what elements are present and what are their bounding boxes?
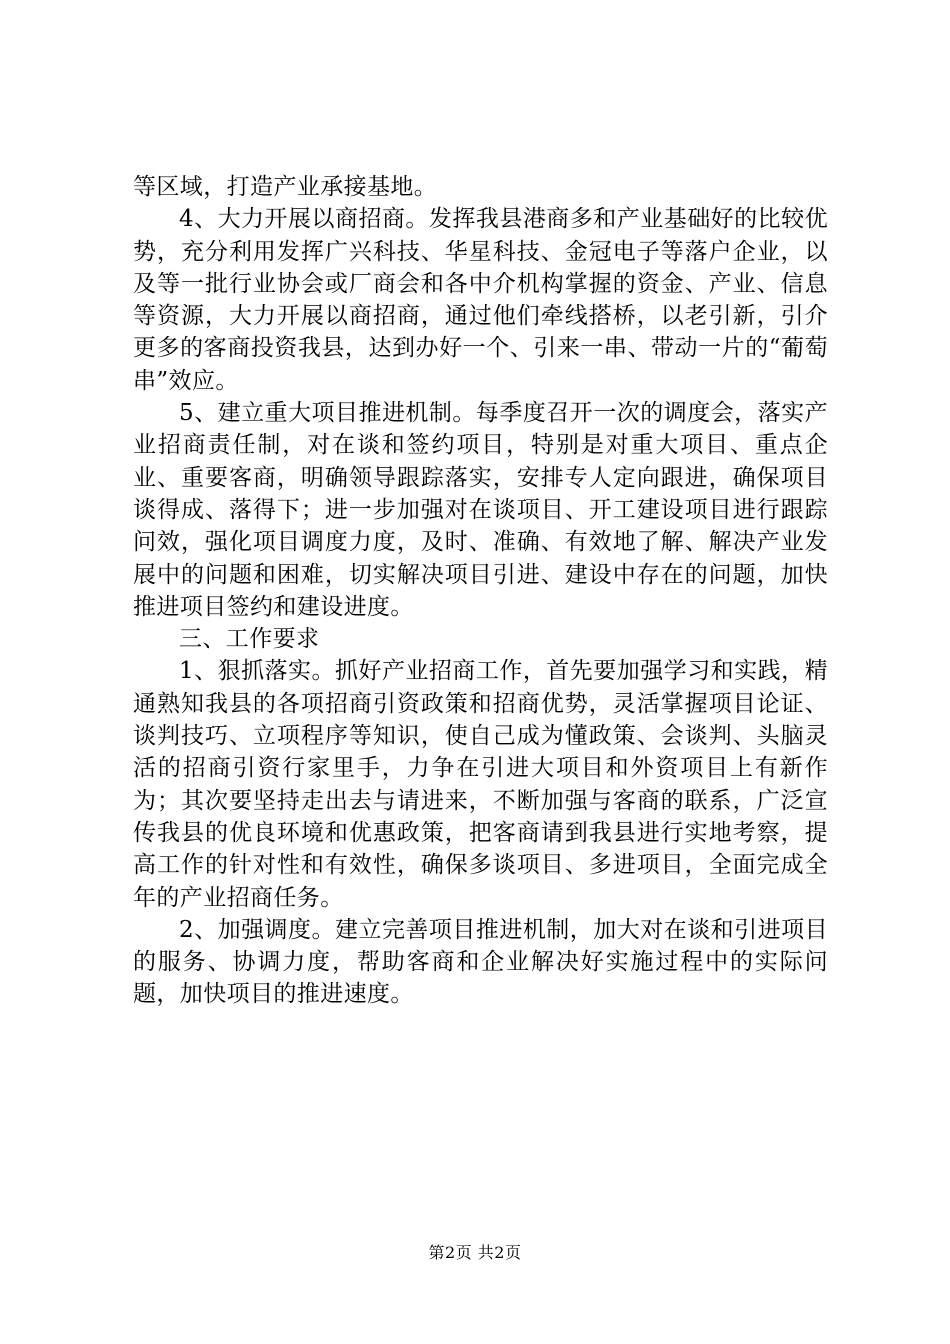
paragraph-item-4: 4、大力开展以商招商。发挥我县港商多和产业基础好的比较优势，充分利用发挥广兴科技、华星科技、金冠电子等落户企业，以及等一批行业协会或厂商会和各中介机构掌握的资金、产业、信息等资源，大力开展以商招商，通过他们牵线搭桥，以老引新，引介更多的客商投资我县，达到办好一个、引来一串、带动一片的“葡萄串”效应。 xyxy=(133,206,828,394)
paragraph-continuation: 等区域，打造产业承接基地。 xyxy=(133,174,438,200)
paragraph-requirement-2: 2、加强调度。建立完善项目推进机制，加大对在谈和引进项目的服务、协调力度，帮助客商和企业解决好实施过程中的实际问题，加快项目的推进速度。 xyxy=(133,916,828,1008)
section-heading-work-requirements: 三、工作要求 xyxy=(179,626,320,653)
paragraph-requirement-1: 1、狠抓落实。抓好产业招商工作，首先要加强学习和实践，精通熟知我县的各项招商引资政策和招商优势，灵活掌握项目论证、谈判技巧、立项程序等知识，使自己成为懂政策、会谈判、头脑灵活的招商引资行家里手，力争在引进大项目和外资项目上有新作为；其次要坚持走出去与请进来，不断加强与客商的联系，广泛宣传我县的优良环境和优惠政策，把客商请到我县进行实地考察，提高工作的针对性和有效性，确保多谈项目、多进项目，全面完成全年的产业招商任务。 xyxy=(133,658,828,911)
paragraph-item-5: 5、建立重大项目推进机制。每季度召开一次的调度会，落实产业招商责任制，对在谈和签约项目，特别是对重大项目、重点企业、重要客商，明确领导跟踪落实，安排专人定向跟进，确保项目谈得成、落得下；进一步加强对在谈项目、开工建设项目进行跟踪问效，强化项目调度力度，及时、准确、有效地了解、解决产业发展中的问题和困难，切实解决项目引进、建设中存在的问题，加快推进项目签约和建设进度。 xyxy=(133,400,828,620)
page-number-footer: 第2页 共2页 xyxy=(428,1243,522,1262)
document-body xyxy=(133,171,828,1011)
